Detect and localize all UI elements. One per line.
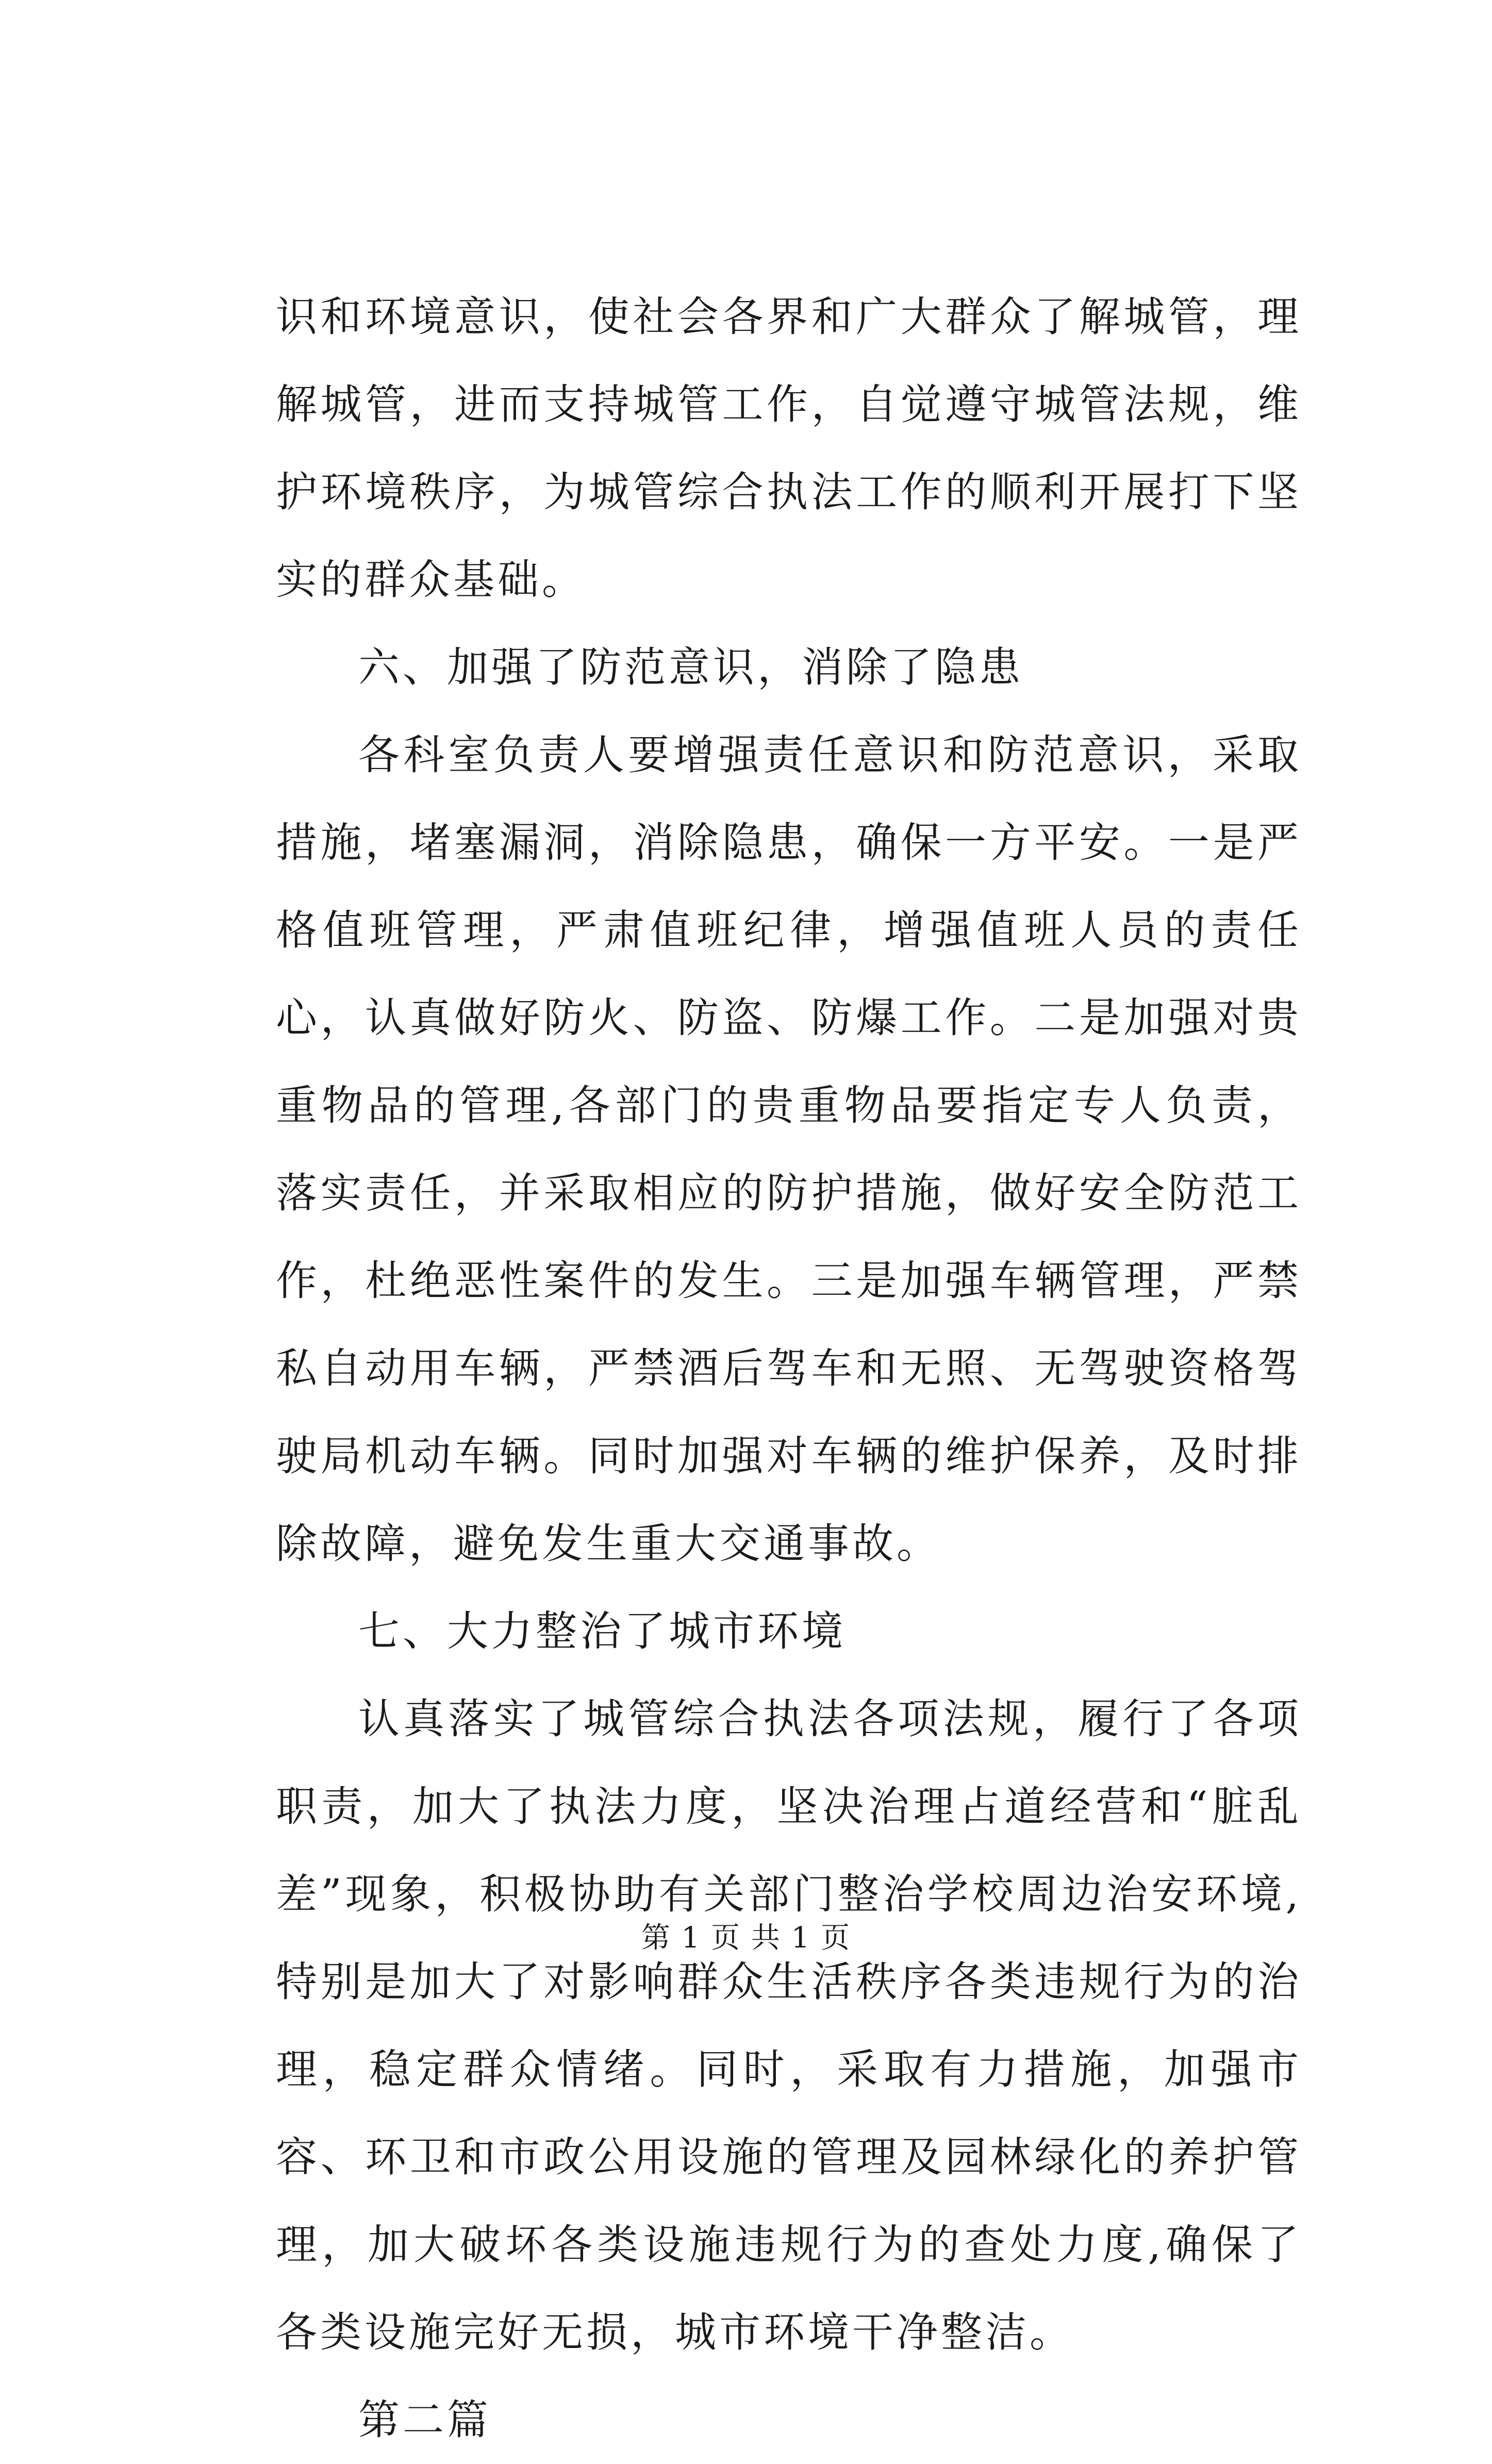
paragraph-prevention: 各科室负责人要增强责任意识和防范意识，采取措施，堵塞漏洞，消除隐患，确保一方平安。一是严格值班管理，严肃值班纪律，增强值班人员的责任心，认真做好防火、防盗、防爆工作。二是加强对贵重物品的管理,各部门的贵重物品要指定专人负责，落实责任，并采取相应的防护措施，做好安全防范工作，杜绝恶性案件的发生。三是加强车辆管理，严禁私自动用车辆，严禁酒后驾车和无照、无驾驶资格驾驶局机动车辆。同时加强对车辆的维护保养，及时排除故障，避免发生重大交通事故。 <box>276 731 1302 1568</box>
paragraph-continuation: 识和环境意识，使社会各界和广大群众了解城管，理解城管，进而支持城管工作，自觉遵守城管法规，维护环境秩序，为城管综合执法工作的顺利开展打下坚实的群众基础。 <box>276 293 1302 604</box>
paragraph-environment: 认真落实了城管综合执法各项法规，履行了各项职责，加大了执法力度，坚决治理占道经营和“脏乱差”现象，积极协助有关部门整治学校周边治安环境,特别是加大了对影响群众生活秩序各类违规行为的治理，稳定群众情绪。同时，采取有力措施，加强市容、环卫和市政公用设施的管理及园林绿化的养护管理，加大破坏各类设施违规行为的查处力度,确保了各类设施完好无损，城市环境干净整洁。 <box>276 1695 1302 2356</box>
section-heading-seven: 七、大力整治了城市环境 <box>358 1607 846 1655</box>
document-body <box>276 273 1302 2464</box>
page-number-footer: 第 1 页 共 1 页 <box>641 1921 851 1955</box>
section-heading-six: 六、加强了防范意识，消除了隐患 <box>358 643 1023 691</box>
part-two-heading: 第二篇 <box>358 2396 491 2444</box>
